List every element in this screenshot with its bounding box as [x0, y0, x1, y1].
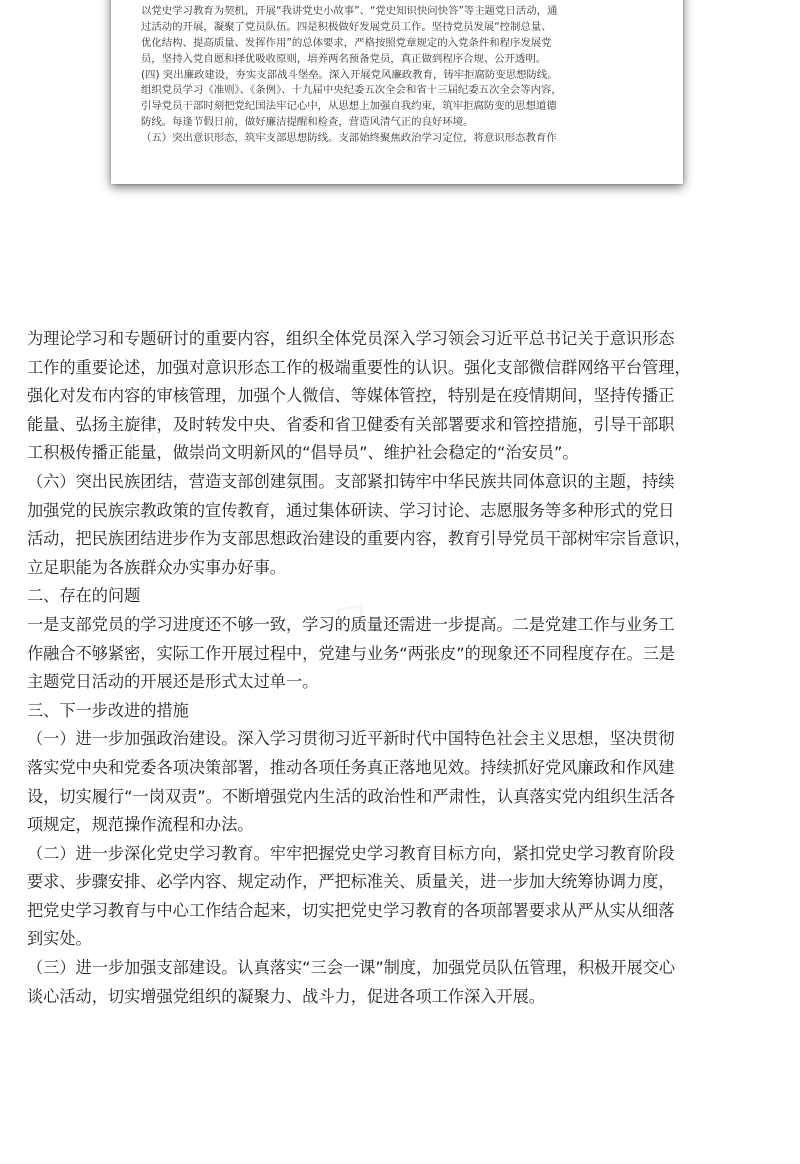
body-line: 立足职能为各族群众办实事办好事。	[27, 557, 286, 577]
preview-line: 组织党员学习《准则》、《条例》、十九届中央纪委五次全会和省十三届纪委五次全会等内容，	[141, 84, 562, 97]
document-preview-area	[0, 0, 800, 250]
body-line: 项规定，规范操作流程和办法。	[27, 815, 254, 835]
body-line: 强化对发布内容的审核管理，加强个人微信、等媒体管控，特别是在疫情期间，坚持传播正	[27, 386, 675, 406]
body-line: 谈心活动，切实增强党组织的凝聚力、战斗力，促进各项工作深入开展。	[27, 986, 545, 1006]
preview-line: (四) 突出廉政建设，夯实支部战斗堡垒。深入开展党风廉政教育，铸牢拒腐防变思想防线。	[141, 68, 558, 81]
body-line: 加强党的民族宗教政策的宣传教育，通过集体研读、学习讨论、志愿服务等多种形式的党日	[27, 500, 675, 520]
body-line: 能量、弘扬主旋律，及时转发中央、省委和省卫健委有关部署要求和管控措施，引导干部职	[27, 414, 675, 434]
body-line: 为理论学习和专题研讨的重要内容，组织全体党员深入学习领会习近平总书记关于意识形态	[27, 329, 675, 348]
preview-line: （五）突出意识形态，筑牢支部思想防线。支部始终聚焦政治学习定位，将意识形态教育作	[141, 132, 557, 145]
section-heading-six: （六）突出民族团结，营造支部创建氛围。支部紧扣铸牢中华民族共同体意识的主题，持续	[27, 471, 675, 491]
preview-line: 以党史学习教育为契机，开展“我讲党史小故事”、“党史知识快问快答”等主题党日活动，通	[141, 4, 558, 17]
body-line: 要求、步骤安排、必学内容、规定动作，严把标准关、质量关，进一步加大统筹协调力度，	[27, 872, 675, 892]
body-line: 把党史学习教育与中心工作结合起来，切实把党史学习教育的各项部署要求从严从实从细落	[27, 900, 675, 920]
body-line: （一）进一步加强政治建设。深入学习贯彻习近平新时代中国特色社会主义思想，坚决贯彻	[27, 729, 675, 749]
body-line: 到实处。	[27, 929, 92, 949]
preview-line: 员，坚持入党自愿和择优吸收原则，培养两名预备党员，真正做到程序合规、公开透明。	[141, 52, 547, 65]
section-heading-next-steps: 三、下一步改进的措施	[27, 700, 189, 720]
body-line: 工积极传播正能量，做崇尚文明新风的“倡导员”、维护社会稳定的“治安员”。	[27, 443, 579, 463]
body-line: 作融合不够紧密，实际工作开展过程中，党建与业务“两张皮”的现象还不同程度存在。三是	[27, 643, 676, 663]
preview-line: 防线。每逢节假日前，做好廉洁提醒和检查，营造风清气正的良好环境。	[141, 116, 474, 129]
document-preview-card	[111, 0, 683, 184]
preview-line: 优化结构、提高质量、发挥作用”的总体要求，严格按照党章规定的入党条件和程序发展党	[141, 36, 552, 49]
preview-line: 过活动的开展，凝聚了党员队伍。四是积极做好发展党员工作。坚持党员发展“控制总量、	[141, 20, 552, 33]
body-line: （三）进一步加强支部建设。认真落实“三会一课”制度，加强党员队伍管理，积极开展交心	[27, 958, 676, 978]
body-line: 工作的重要论述，加强对意识形态工作的极端重要性的认识。强化支部微信群网络平台管理，	[27, 357, 691, 377]
body-line: （二）进一步深化党史学习教育。牢牢把握党史学习教育目标方向，紧扣党史学习教育阶段	[27, 843, 675, 863]
body-line: 主题党日活动的开展还是形式太过单一。	[27, 672, 319, 692]
body-line: 设，切实履行“一岗双责”。不断增强党内生活的政治性和严肃性，认真落实党内组织生活各	[27, 786, 676, 806]
section-heading-problems: 二、存在的问题	[27, 586, 141, 606]
body-line: 一是支部党员的学习进度还不够一致，学习的质量还需进一步提高。二是党建工作与业务工	[27, 614, 675, 634]
body-line: 活动，把民族团结进步作为支部思想政治建设的重要内容，教育引导党员干部树牢宗旨意识，	[27, 529, 691, 549]
document-body	[27, 325, 779, 1011]
preview-line: 引导党员干部时刻把党纪国法牢记心中，从思想上加强自我约束，筑牢拒腐防变的思想道德	[141, 100, 557, 113]
body-line: 落实党中央和党委各项决策部署，推动各项任务真正落地见效。持续抓好党风廉政和作风建	[27, 757, 675, 777]
